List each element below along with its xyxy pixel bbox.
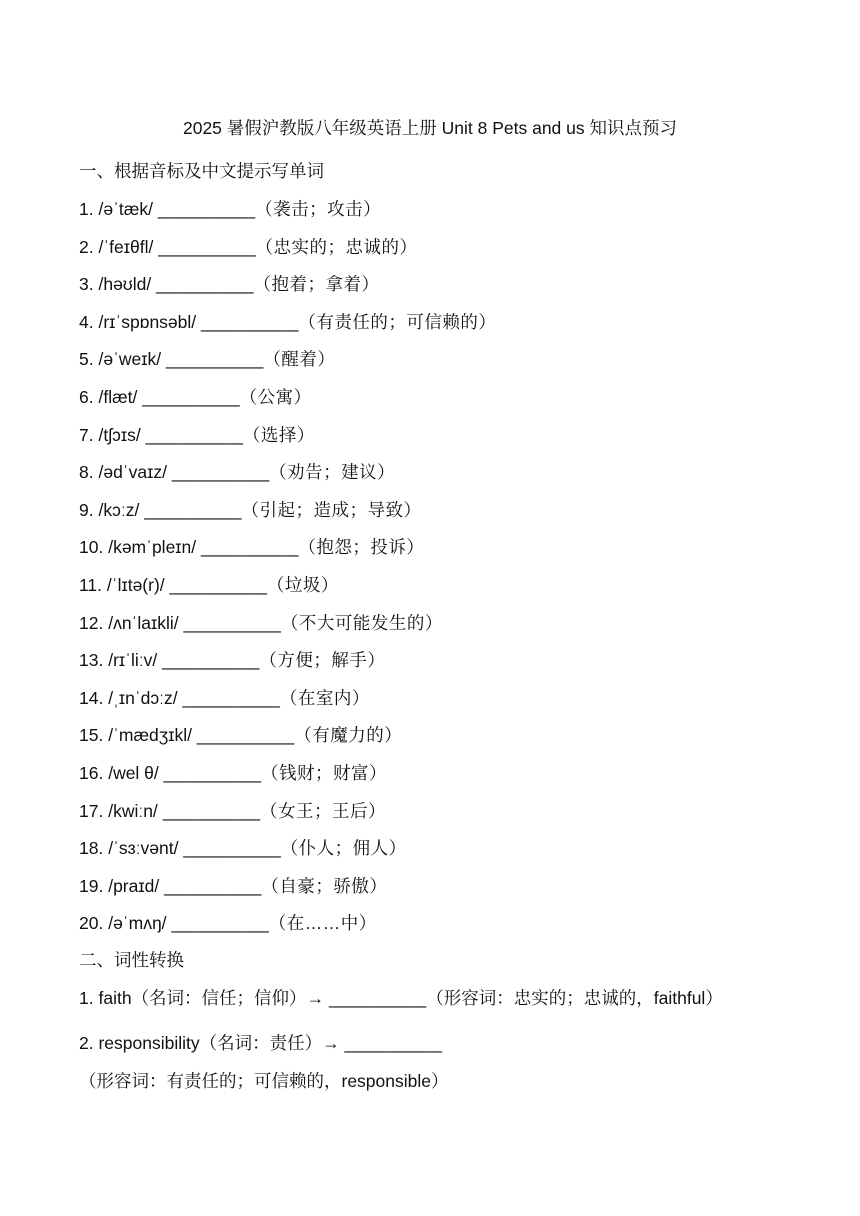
answer-blank[interactable]: __________ [142, 386, 240, 407]
item-hint: （有责任的；可信赖的） [298, 311, 497, 332]
answer-blank[interactable]: __________ [145, 424, 243, 445]
answer-blank[interactable]: __________ [158, 236, 256, 257]
list-item [79, 800, 839, 838]
item-number: 1. [79, 199, 94, 219]
section-heading-word-forms: 二、词性转换 [79, 950, 184, 970]
item-number: 10. [79, 537, 104, 558]
item-phonetic: /rɪˈliːv/ [108, 650, 158, 671]
item-hint: （自豪；骄傲） [261, 875, 388, 896]
item-phonetic: /ədˈvaɪz/ [98, 462, 167, 483]
answer-blank[interactable]: __________ [144, 499, 242, 520]
list-item [79, 424, 839, 462]
conversion-answer-hint: （形容词：有责任的；可信赖的，responsible） [79, 1070, 449, 1091]
item-hint: （抱怨；投诉） [298, 537, 425, 558]
item-phonetic: /ˈlɪtə(r)/ [106, 574, 165, 595]
item-phonetic: /əˈmʌŋ/ [108, 913, 167, 934]
vocabulary-list [79, 198, 839, 950]
item-phonetic: /tʃɔɪs/ [98, 424, 141, 445]
item-hint: （引起；造成；导致） [241, 499, 422, 520]
conversion-answer-hint: （形容词：忠实的；忠诚的，faithful） [426, 988, 723, 1008]
conversion-note: （名词：信任；信仰） [131, 988, 307, 1008]
conversion-number: 2. [79, 1033, 94, 1053]
list-item [79, 236, 839, 274]
item-phonetic: /ˈmædʒɪkl/ [108, 725, 193, 746]
item-phonetic: /rɪˈspɒnsəbl/ [98, 311, 197, 332]
list-item [79, 499, 839, 537]
item-number: 16. [79, 762, 104, 783]
item-hint: （抱着；拿着） [253, 274, 380, 295]
item-phonetic: /kɔːz/ [98, 499, 140, 520]
item-phonetic: /əˈweɪk/ [98, 349, 162, 370]
answer-blank[interactable]: __________ [166, 349, 264, 370]
list-item [79, 837, 839, 875]
conversion-item [79, 987, 809, 1009]
answer-blank[interactable]: __________ [164, 875, 262, 896]
list-item [79, 198, 839, 236]
item-hint: （袭击；攻击） [255, 199, 382, 219]
list-item [79, 612, 839, 650]
list-item [79, 311, 839, 349]
list-item [79, 687, 839, 725]
answer-blank[interactable]: __________ [171, 913, 269, 934]
list-item [79, 912, 839, 950]
item-number: 9. [79, 499, 94, 520]
item-phonetic: /wel θ/ [108, 762, 159, 783]
item-phonetic: /ˈfeɪθfl/ [98, 236, 154, 257]
list-item [79, 348, 839, 386]
answer-blank[interactable]: __________ [182, 687, 280, 708]
arrow-icon: → [322, 1033, 340, 1053]
item-hint: （醒着） [263, 349, 336, 370]
list-item [79, 574, 839, 612]
answer-blank[interactable]: __________ [169, 574, 267, 595]
list-item [79, 461, 839, 499]
answer-blank[interactable]: __________ [156, 274, 254, 295]
item-hint: （钱财；财富） [260, 762, 387, 783]
item-phonetic: /kəmˈpleɪn/ [108, 537, 197, 558]
item-hint: （在室内） [279, 687, 370, 708]
item-phonetic: /həʊld/ [98, 274, 152, 295]
answer-blank[interactable]: __________ [171, 462, 270, 483]
list-item [79, 273, 839, 311]
item-hint: （方便；解手） [259, 650, 386, 671]
answer-blank[interactable]: __________ [201, 537, 299, 558]
list-item [79, 386, 839, 424]
item-phonetic: /əˈtæk/ [98, 199, 153, 219]
item-hint: （劝告；建议） [269, 462, 396, 483]
answer-blank[interactable]: __________ [183, 838, 281, 859]
item-number: 3. [79, 274, 94, 295]
item-phonetic: /ˈsɜːvənt/ [108, 838, 179, 859]
arrow-icon: → [306, 988, 325, 1008]
item-number: 4. [79, 311, 94, 332]
answer-blank[interactable]: __________ [157, 199, 256, 219]
item-hint: （公寓） [239, 386, 312, 407]
answer-blank[interactable]: __________ [163, 762, 261, 783]
answer-blank[interactable]: __________ [201, 311, 299, 332]
item-phonetic: /ˌɪnˈdɔːz/ [108, 687, 178, 708]
conversion-item [79, 1025, 809, 1100]
section-heading-spelling: 一、根据音标及中文提示写单词 [79, 161, 324, 181]
conversion-note: （名词：责任） [199, 1033, 323, 1053]
document-title: 2025 暑假沪教版八年级英语上册 Unit 8 Pets and us 知识点预习 [182, 118, 677, 138]
item-number: 19. [79, 875, 104, 896]
conversion-word: responsibility [98, 1033, 200, 1053]
item-number: 13. [79, 650, 104, 671]
item-number: 6. [79, 386, 94, 407]
item-hint: （在……中） [268, 913, 377, 934]
conversion-number: 1. [79, 988, 94, 1008]
list-item [79, 536, 839, 574]
item-phonetic: /flæt/ [98, 386, 138, 407]
item-hint: （女王；王后） [260, 800, 387, 821]
item-number: 7. [79, 424, 94, 445]
list-item [79, 724, 839, 762]
item-number: 5. [79, 349, 94, 370]
answer-blank[interactable]: __________ [196, 725, 295, 746]
item-phonetic: /ʌnˈlaɪkli/ [108, 612, 179, 633]
item-number: 14. [79, 687, 104, 708]
item-phonetic: /praɪd/ [108, 875, 160, 896]
item-hint: （垃圾） [266, 574, 339, 595]
answer-blank[interactable]: __________ [344, 1033, 442, 1053]
answer-blank[interactable]: __________ [162, 650, 260, 671]
list-item [79, 649, 839, 687]
item-hint: （忠实的；忠诚的） [255, 236, 418, 257]
item-number: 18. [79, 838, 104, 859]
item-number: 12. [79, 612, 104, 633]
item-hint: （仆人；佣人） [280, 838, 407, 859]
item-hint: （不大可能发生的） [280, 612, 443, 633]
item-number: 2. [79, 236, 94, 257]
conversion-word: faith [98, 988, 132, 1008]
item-number: 11. [79, 574, 103, 595]
item-hint: （选择） [242, 424, 315, 445]
item-phonetic: /kwiːn/ [108, 800, 158, 821]
list-item [79, 762, 839, 800]
item-hint: （有魔力的） [294, 725, 403, 746]
answer-blank[interactable]: __________ [162, 800, 261, 821]
answer-blank[interactable]: __________ [328, 988, 427, 1008]
list-item [79, 875, 839, 913]
item-number: 17. [79, 800, 104, 821]
answer-blank[interactable]: __________ [183, 612, 281, 633]
item-number: 15. [79, 725, 104, 746]
item-number: 8. [79, 462, 94, 483]
item-number: 20. [79, 913, 104, 934]
